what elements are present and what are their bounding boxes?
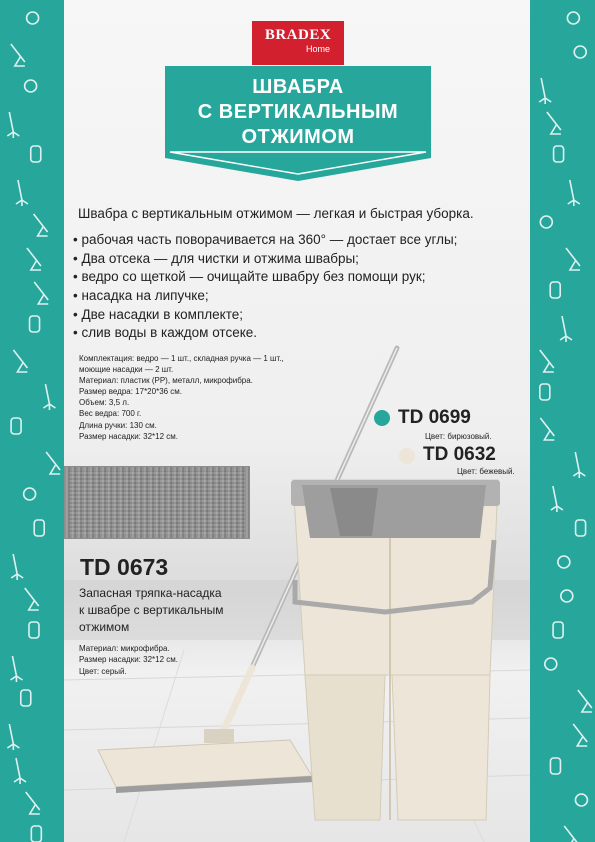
color-swatch-teal [374, 410, 390, 426]
feature-item: • Два отсека — для чистки и отжима швабры; [73, 250, 359, 266]
feature-item: • насадка на липучке; [73, 288, 209, 304]
refill-description [79, 585, 223, 636]
logo-sub: Home [305, 44, 330, 54]
banner-line-2: С ВЕРТИКАЛЬНЫМ [197, 101, 399, 123]
refill-desc-line: отжимом [79, 620, 130, 634]
spec-item: Вес ведра: 700 г. [79, 409, 142, 419]
refill-pad-image [64, 466, 250, 539]
color-note-teal: Цвет: бирюзовый. [425, 432, 492, 441]
banner-line-1: ШВАБРА [252, 76, 344, 98]
brand-logo [252, 21, 344, 65]
feature-item: • слив воды в каждом отсеке. [73, 325, 258, 341]
refill-spec-item: Размер насадки: 32*12 см. [79, 655, 178, 665]
logo-brand: BRADEX [264, 27, 332, 43]
left-pattern-panel [0, 0, 64, 842]
spec-item: Комплектация: ведро — 1 шт., складная ручка — 1 шт., [79, 354, 284, 363]
spec-item: Длина ручки: 130 см. [79, 420, 157, 430]
spec-item: Размер насадки: 32*12 см. [79, 431, 178, 441]
spec-item: моющие насадки — 2 шт. [79, 365, 174, 375]
feature-item: • Две насадки в комплекте; [73, 306, 244, 322]
refill-spec-list [79, 643, 178, 677]
intro-text: Швабра с вертикальным отжимом — легкая и быстрая уборка. [78, 206, 474, 221]
spec-item: Объем: 3,5 л. [79, 398, 130, 408]
refill-desc-line: Запасная тряпка-насадка [79, 586, 222, 600]
refill-model-code: TD 0673 [80, 554, 169, 580]
feature-list [73, 231, 457, 343]
color-note-beige: Цвет: бежевый. [457, 467, 515, 476]
model-code-beige: TD 0632 [423, 444, 496, 465]
cleaning-tools-pattern-icon [530, 0, 595, 842]
spec-item: Размер ведра: 17*20*36 см. [79, 387, 183, 397]
refill-spec-item: Материал: микрофибра. [79, 644, 170, 653]
refill-spec-item: Цвет: серый. [79, 666, 127, 676]
model-code-teal: TD 0699 [398, 407, 471, 428]
banner-line-3: ОТЖИМОМ [241, 126, 355, 148]
spec-item: Материал: пластик (PP), металл, микрофибра. [79, 376, 253, 386]
refill-desc-line: к швабре с вертикальным [79, 603, 224, 617]
right-pattern-panel [530, 0, 595, 842]
cleaning-tools-pattern-icon [0, 0, 64, 842]
feature-item: • ведро со щеткой — очищайте швабру без помощи рук; [73, 269, 426, 285]
feature-item: • рабочая часть поворачивается на 360° — достает все углы; [73, 232, 458, 247]
color-swatch-beige [399, 448, 415, 464]
title-banner [165, 66, 431, 181]
